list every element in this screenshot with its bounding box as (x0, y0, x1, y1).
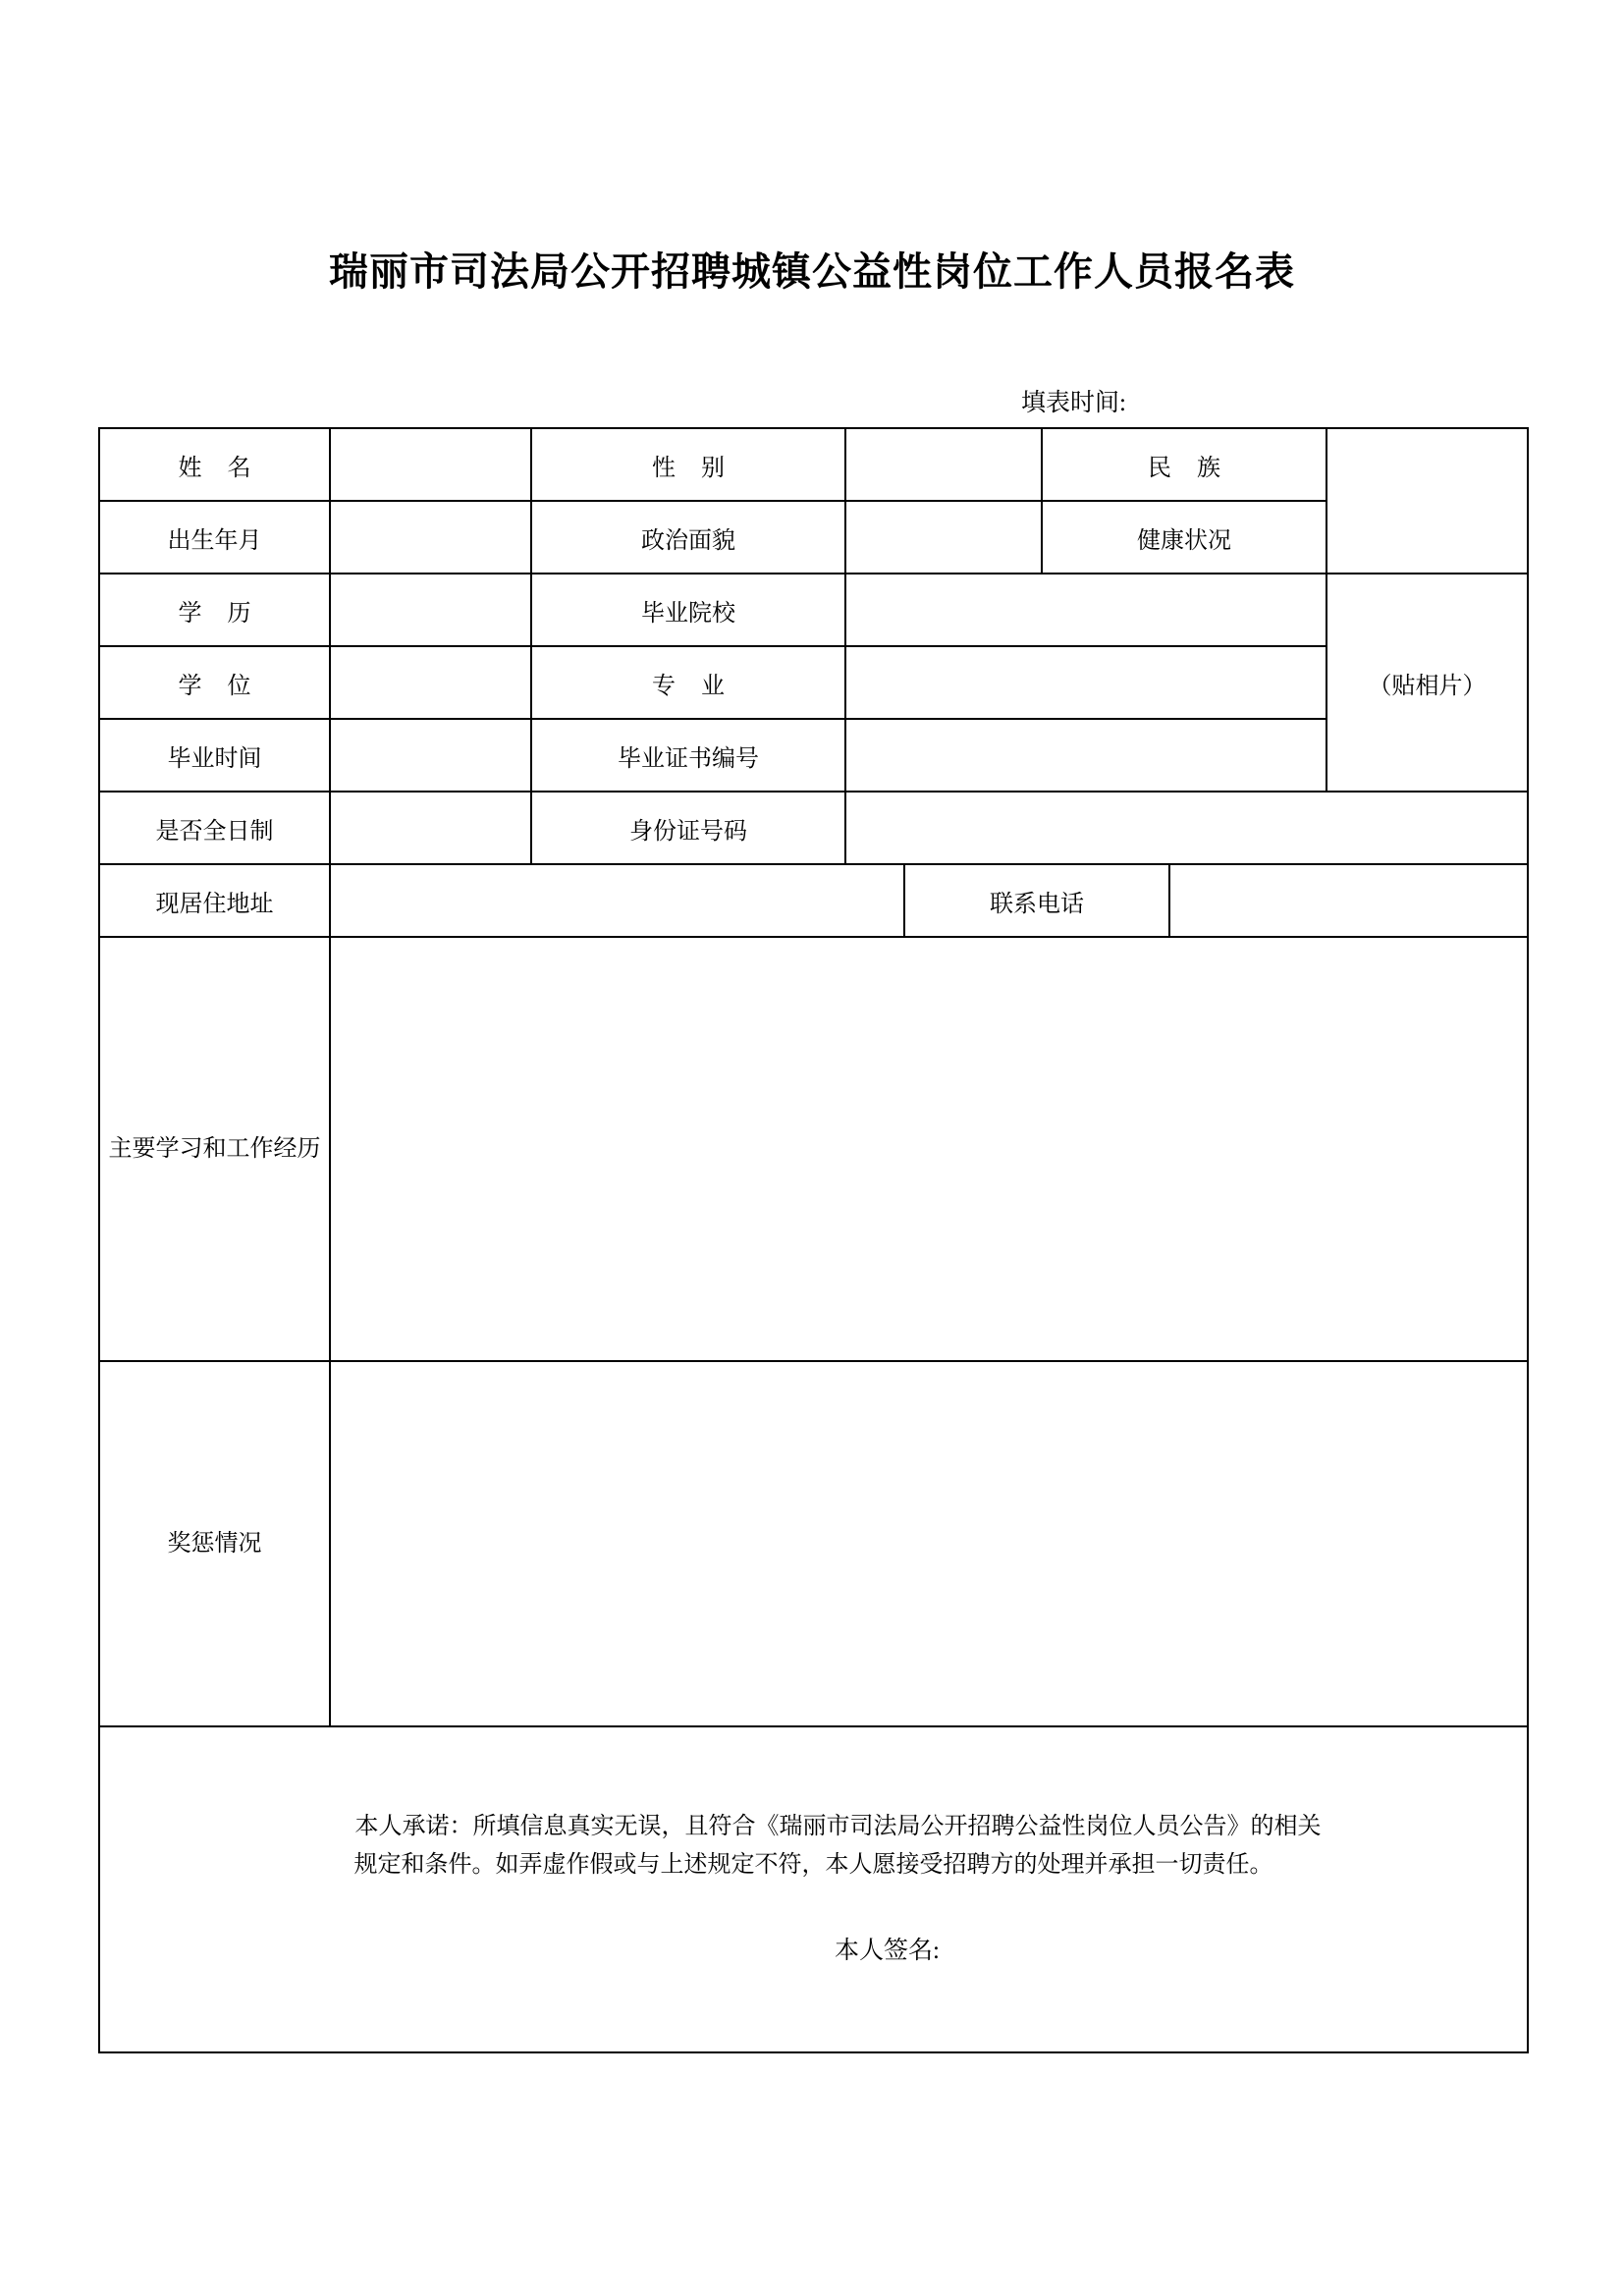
label-degree: 学 位 (99, 646, 330, 719)
value-ethnicity-cell[interactable] (1326, 428, 1528, 574)
value-rewards[interactable] (330, 1361, 1528, 1726)
value-full-time[interactable] (330, 792, 531, 864)
label-address: 现居住地址 (99, 864, 330, 937)
value-school[interactable] (845, 574, 1326, 646)
value-certificate-no[interactable] (845, 719, 1326, 792)
value-birth-date[interactable] (330, 501, 531, 574)
photo-placeholder: （贴相片） (1326, 574, 1528, 792)
table-row-name (99, 428, 1528, 501)
table-row-experience (99, 937, 1528, 1361)
label-full-time: 是否全日制 (99, 792, 330, 864)
table-row-commitment (99, 1726, 1528, 2052)
value-major[interactable] (845, 646, 1326, 719)
label-phone: 联系电话 (904, 864, 1169, 937)
table-row-address (99, 864, 1528, 937)
value-address[interactable] (330, 864, 904, 937)
label-rewards: 奖惩情况 (99, 1361, 330, 1726)
table-row-fulltime (99, 792, 1528, 864)
value-phone[interactable] (1169, 864, 1528, 937)
value-political-status[interactable] (845, 501, 1042, 574)
commitment-block (99, 1726, 1528, 2052)
value-graduation-time[interactable] (330, 719, 531, 792)
table-row-degree (99, 646, 1528, 719)
label-political-status: 政治面貌 (531, 501, 845, 574)
commitment-line-1: 本人承诺：所填信息真实无误，且符合《瑞丽市司法局公开招聘公益性岗位人员公告》的相关 (354, 1813, 1322, 1839)
application-form-table (98, 427, 1529, 2053)
label-school: 毕业院校 (531, 574, 845, 646)
signature-label: 本人签名: (835, 1937, 940, 1964)
commitment-line-2: 规定和条件。如弄虚作假或与上述规定不符，本人愿接受招聘方的处理并承担一切责任。 (353, 1852, 1273, 1879)
table-row-birth (99, 501, 1528, 574)
page-title: 瑞丽市司法局公开招聘城镇公益性岗位工作人员报名表 (329, 249, 1295, 294)
value-degree[interactable] (330, 646, 531, 719)
label-education: 学 历 (99, 574, 330, 646)
label-experience: 主要学习和工作经历 (99, 937, 330, 1361)
label-certificate-no: 毕业证书编号 (531, 719, 845, 792)
table-row-rewards (99, 1361, 1528, 1726)
value-experience[interactable] (330, 937, 1528, 1361)
fill-date-label: 填表时间: (1021, 390, 1126, 416)
value-name[interactable] (330, 428, 531, 501)
label-graduation-time: 毕业时间 (99, 719, 330, 792)
label-name: 姓 名 (99, 428, 330, 501)
label-ethnicity: 民 族 (1042, 428, 1326, 501)
value-id-number[interactable] (845, 792, 1528, 864)
value-education[interactable] (330, 574, 531, 646)
label-health: 健康状况 (1042, 501, 1326, 574)
label-id-number: 身份证号码 (531, 792, 845, 864)
label-birth-date: 出生年月 (99, 501, 330, 574)
label-gender: 性 别 (531, 428, 845, 501)
table-row-education (99, 574, 1528, 646)
label-major: 专 业 (531, 646, 845, 719)
table-row-graduation (99, 719, 1528, 792)
value-gender[interactable] (845, 428, 1042, 501)
